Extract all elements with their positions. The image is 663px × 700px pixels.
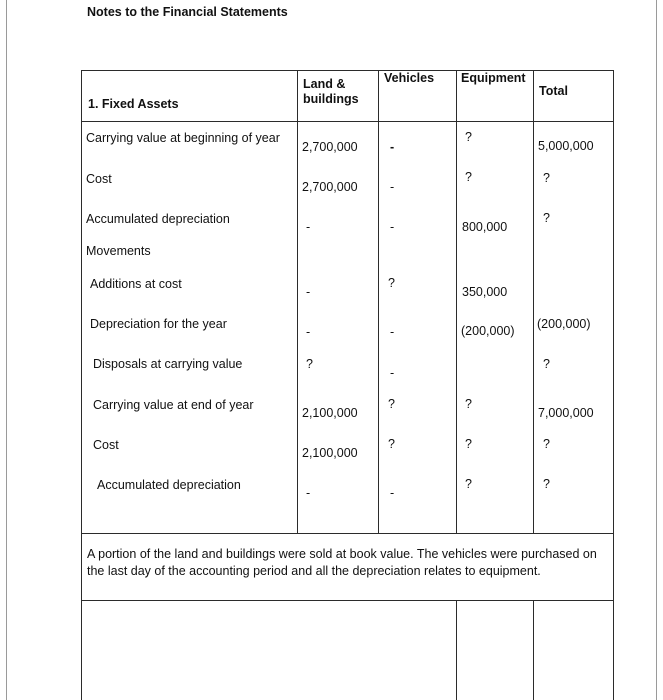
land-value: 2,100,000 bbox=[302, 406, 358, 420]
lower-divider-equipment bbox=[456, 600, 457, 700]
col-divider-land bbox=[297, 70, 298, 534]
table-right-border bbox=[613, 70, 614, 700]
row-label: Cost bbox=[86, 172, 112, 186]
total-value: 7,000,000 bbox=[538, 406, 594, 420]
column-header-equipment: Equipment bbox=[461, 71, 526, 85]
total-value: (200,000) bbox=[537, 317, 591, 331]
row-label: Cost bbox=[93, 438, 119, 452]
column-header-total: Total bbox=[539, 84, 568, 98]
col-divider-equipment bbox=[456, 70, 457, 534]
land-value: - bbox=[306, 486, 311, 500]
row-label: Accumulated depreciation bbox=[86, 212, 230, 226]
table-top-border bbox=[81, 70, 614, 71]
body-bottom-border bbox=[81, 533, 614, 534]
note-bottom-border bbox=[81, 600, 614, 601]
equipment-value: ? bbox=[465, 477, 472, 491]
column-header-land-line1: Land & bbox=[303, 77, 346, 91]
row-label: Carrying value at beginning of year bbox=[86, 131, 280, 145]
vehicles-value: - bbox=[390, 325, 395, 339]
section-title: 1. Fixed Assets bbox=[88, 97, 179, 111]
land-value: ? bbox=[306, 357, 313, 371]
equipment-value: (200,000) bbox=[461, 324, 515, 338]
land-value: - bbox=[306, 220, 311, 234]
land-value: - bbox=[306, 285, 311, 299]
col-divider-total bbox=[533, 70, 534, 534]
vehicles-value: ? bbox=[388, 276, 395, 290]
lower-divider-total bbox=[533, 600, 534, 700]
vehicles-value: - bbox=[390, 366, 395, 380]
row-label: Additions at cost bbox=[90, 277, 182, 291]
vehicles-value: - bbox=[390, 220, 395, 234]
row-label: Depreciation for the year bbox=[90, 317, 227, 331]
total-value: ? bbox=[543, 357, 550, 371]
equipment-value: 350,000 bbox=[462, 285, 508, 299]
table-note: A portion of the land and buildings were sold at book value. The vehicles were purchased on the last day of the accounting period and all the depreciation relates to equipment. bbox=[87, 547, 597, 578]
table-left-border bbox=[81, 70, 82, 700]
vehicles-value: - bbox=[390, 486, 395, 500]
land-value: 2,700,000 bbox=[302, 140, 358, 154]
equipment-value: 800,000 bbox=[462, 220, 508, 234]
page-right-edge bbox=[656, 0, 657, 700]
land-value: 2,100,000 bbox=[302, 446, 358, 460]
page-left-edge bbox=[6, 0, 7, 700]
total-value: ? bbox=[543, 171, 550, 185]
row-label: Disposals at carrying value bbox=[93, 357, 243, 371]
vehicles-value: ? bbox=[388, 437, 395, 451]
land-value: - bbox=[306, 325, 311, 339]
row-label: Accumulated depreciation bbox=[97, 478, 241, 492]
equipment-value: ? bbox=[465, 437, 472, 451]
total-value: ? bbox=[543, 477, 550, 491]
column-header-land-line2: buildings bbox=[303, 92, 359, 106]
row-label: Carrying value at end of year bbox=[93, 398, 254, 412]
equipment-value: ? bbox=[465, 170, 472, 184]
column-header-vehicles: Vehicles bbox=[384, 71, 435, 85]
land-value: 2,700,000 bbox=[302, 180, 358, 194]
vehicles-value: ? bbox=[388, 397, 395, 411]
row-label: Movements bbox=[86, 244, 151, 258]
vehicles-value: - bbox=[390, 180, 395, 194]
total-value: 5,000,000 bbox=[538, 139, 594, 153]
total-value: ? bbox=[543, 437, 550, 451]
vehicles-value: - bbox=[390, 140, 395, 154]
col-divider-vehicles bbox=[378, 70, 379, 534]
total-value: ? bbox=[543, 211, 550, 225]
equipment-value: ? bbox=[465, 397, 472, 411]
page-title: Notes to the Financial Statements bbox=[87, 5, 288, 19]
equipment-value: ? bbox=[465, 130, 472, 144]
header-bottom-border bbox=[81, 121, 614, 122]
